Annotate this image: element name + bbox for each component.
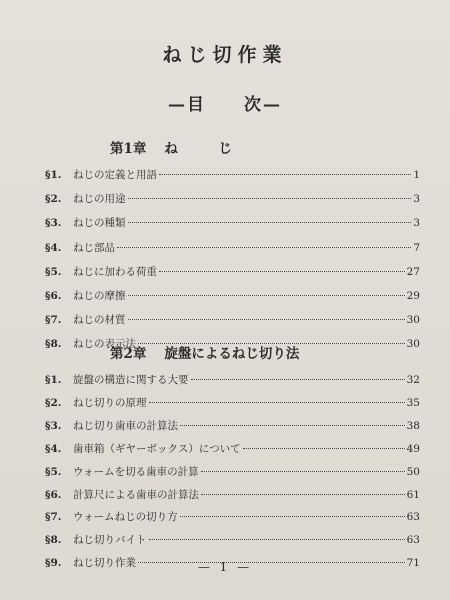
dot-leader bbox=[180, 516, 405, 517]
page-number: 1 bbox=[413, 169, 420, 181]
section-title: ねじの定義と用語 bbox=[73, 169, 157, 181]
section-title: ウォームを切る歯車の計算 bbox=[73, 465, 199, 478]
chapter-2-label: 第2章 bbox=[110, 346, 147, 362]
toc-entry bbox=[45, 464, 420, 480]
page-number-footer: — 1 — bbox=[197, 560, 253, 574]
section-title: ねじの表示法 bbox=[73, 338, 136, 351]
section-number: §7. bbox=[45, 314, 62, 327]
section-number: §3. bbox=[45, 419, 62, 432]
page-number: 49 bbox=[406, 442, 420, 455]
dot-leader bbox=[149, 402, 405, 403]
page-number: 30 bbox=[406, 314, 420, 327]
dot-leader bbox=[201, 494, 405, 495]
page-number: 63 bbox=[406, 534, 420, 547]
toc-entry bbox=[45, 215, 420, 231]
toc-entry bbox=[45, 167, 420, 183]
toc-entry bbox=[45, 191, 420, 207]
section-number: §2. bbox=[45, 193, 62, 206]
toc-entry bbox=[45, 532, 420, 548]
section-title: ねじの用途 bbox=[73, 193, 126, 206]
toc-entry bbox=[45, 264, 420, 280]
book-title: ねじ切作業 bbox=[162, 44, 288, 66]
section-number: §8. bbox=[45, 338, 62, 351]
section-number: §4. bbox=[45, 241, 62, 254]
section-title: 歯車箱（ギヤーボックス）について bbox=[73, 442, 241, 455]
section-number: §5. bbox=[45, 265, 62, 278]
toc-entry bbox=[45, 509, 420, 525]
toc-heading: —目 次— bbox=[168, 95, 282, 115]
page-number: 61 bbox=[406, 488, 420, 501]
dot-leader bbox=[180, 425, 405, 426]
dot-leader bbox=[128, 319, 405, 320]
page-number: 32 bbox=[406, 374, 420, 386]
section-title: 旋盤の構造に関する大要 bbox=[73, 374, 189, 386]
dot-leader bbox=[159, 174, 411, 175]
chapter-1-label: 第1章 bbox=[110, 141, 147, 157]
section-title: ねじの摩擦 bbox=[73, 290, 126, 302]
page-number: 3 bbox=[413, 193, 420, 206]
dot-leader bbox=[159, 271, 405, 272]
dot-leader bbox=[191, 379, 405, 380]
section-number: §4. bbox=[45, 442, 62, 455]
chapter-2-heading bbox=[110, 342, 299, 362]
section-title: 計算尺による歯車の計算法 bbox=[73, 488, 199, 501]
page-number: 30 bbox=[406, 338, 420, 351]
section-number: §6. bbox=[45, 488, 62, 501]
section-number: §1. bbox=[45, 374, 62, 386]
toc-entry bbox=[45, 372, 420, 388]
dot-leader bbox=[128, 198, 412, 199]
section-title: ねじ切りバイト bbox=[73, 534, 147, 547]
toc-entry bbox=[45, 395, 420, 411]
section-title: ねじ切りの原理 bbox=[73, 396, 147, 409]
section-title: ねじの材質 bbox=[73, 314, 126, 327]
toc-entry bbox=[45, 240, 420, 256]
dot-leader bbox=[128, 222, 412, 223]
page-number: 3 bbox=[413, 217, 420, 230]
toc-entry bbox=[45, 288, 420, 304]
section-title: ねじの種類 bbox=[73, 217, 126, 230]
section-number: §9. bbox=[45, 557, 62, 570]
section-title: ねじ切り歯車の計算法 bbox=[73, 419, 178, 432]
section-number: §3. bbox=[45, 217, 62, 230]
toc-entry bbox=[45, 312, 420, 328]
section-title: ねじ切り作業 bbox=[73, 557, 136, 570]
page-number: 63 bbox=[406, 511, 420, 524]
dot-leader bbox=[128, 295, 405, 296]
chapter-2-name: 旋盤によるねじ切り法 bbox=[164, 346, 300, 362]
toc-entry bbox=[45, 418, 420, 434]
section-number: §8. bbox=[45, 534, 62, 547]
section-title: ねじ部品 bbox=[73, 241, 115, 254]
page-number: 71 bbox=[406, 557, 420, 570]
section-number: §1. bbox=[45, 169, 62, 181]
section-number: §7. bbox=[45, 511, 62, 524]
section-number: §2. bbox=[45, 396, 62, 409]
section-number: §5. bbox=[45, 465, 62, 478]
section-title: ウォームねじの切り方 bbox=[73, 511, 178, 524]
toc-entry bbox=[45, 441, 420, 457]
dot-leader bbox=[117, 247, 411, 248]
chapter-1-name: ね じ bbox=[164, 141, 232, 157]
page-number: 35 bbox=[406, 396, 420, 409]
page-number: 38 bbox=[406, 419, 420, 432]
dot-leader bbox=[201, 471, 405, 472]
section-number: §6. bbox=[45, 290, 62, 302]
page-number: 29 bbox=[406, 290, 420, 302]
section-title: ねじに加わる荷重 bbox=[73, 265, 157, 278]
page-number: 27 bbox=[406, 265, 420, 278]
page-number: 7 bbox=[413, 241, 420, 254]
toc-entry bbox=[45, 487, 420, 503]
chapter-1-heading bbox=[110, 137, 232, 157]
dot-leader bbox=[149, 539, 405, 540]
page-number: 50 bbox=[406, 465, 420, 478]
dot-leader bbox=[243, 448, 405, 449]
